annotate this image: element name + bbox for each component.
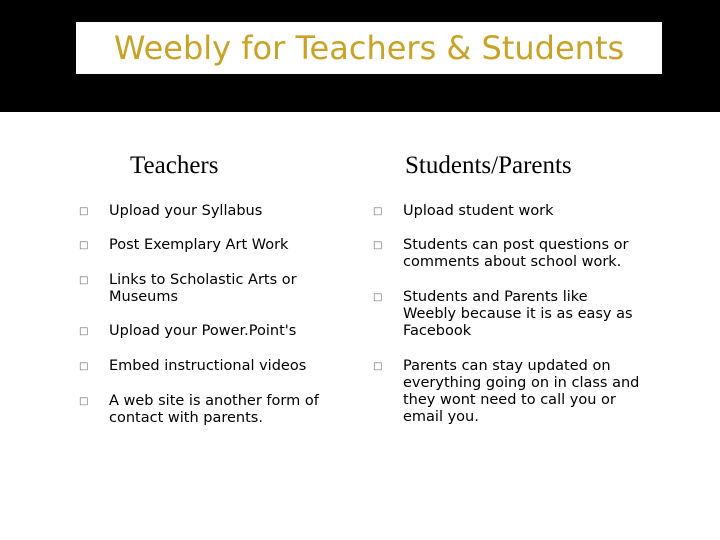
list-item [79, 393, 319, 427]
square-bullet-icon: □ [79, 326, 89, 337]
list-item-text: contact with parents. [109, 410, 263, 426]
list-item [373, 289, 633, 340]
list-item-text: comments about school work. [403, 254, 622, 270]
list-item-text: Upload your Syllabus [109, 203, 263, 219]
list-item-text: Students can post questions or [403, 237, 629, 253]
title-box [76, 22, 662, 74]
list-item [79, 203, 262, 220]
list-item [79, 237, 288, 254]
list-item-text: A web site is another form of [109, 393, 319, 409]
square-bullet-icon: □ [79, 396, 89, 407]
list-item-text: Links to Scholastic Arts or [109, 272, 297, 288]
slide-title: Weebly for Teachers & Students [113, 29, 625, 67]
list-item [79, 323, 296, 340]
list-item-text: Upload student work [403, 203, 554, 219]
list-item-text: Post Exemplary Art Work [109, 237, 289, 253]
teachers-heading: Teachers [130, 152, 219, 179]
list-item-text: Museums [109, 289, 179, 305]
square-bullet-icon: □ [373, 361, 383, 372]
list-item [373, 203, 554, 220]
list-item-text: Upload your Power.Point's [109, 323, 297, 339]
list-item [79, 358, 306, 375]
square-bullet-icon: □ [373, 240, 383, 251]
list-item-text: they wont need to call you or [403, 392, 616, 408]
square-bullet-icon: □ [79, 361, 89, 372]
list-item-text: Embed instructional videos [109, 358, 307, 374]
list-item-text: Students and Parents like [403, 289, 588, 305]
list-item-text: Parents can stay updated on [403, 358, 611, 374]
list-item [373, 358, 639, 426]
square-bullet-icon: □ [373, 292, 383, 303]
title-band [0, 0, 720, 112]
square-bullet-icon: □ [79, 275, 89, 286]
list-item-text: Facebook [403, 323, 472, 339]
students-parents-heading: Students/Parents [405, 152, 572, 179]
square-bullet-icon: □ [79, 240, 89, 251]
list-item [373, 237, 628, 271]
list-item [79, 272, 297, 306]
square-bullet-icon: □ [79, 206, 89, 217]
square-bullet-icon: □ [373, 206, 383, 217]
list-item-text: Weebly because it is as easy as [403, 306, 633, 322]
list-item-text: everything going on in class and [403, 375, 640, 391]
list-item-text: email you. [403, 409, 479, 425]
